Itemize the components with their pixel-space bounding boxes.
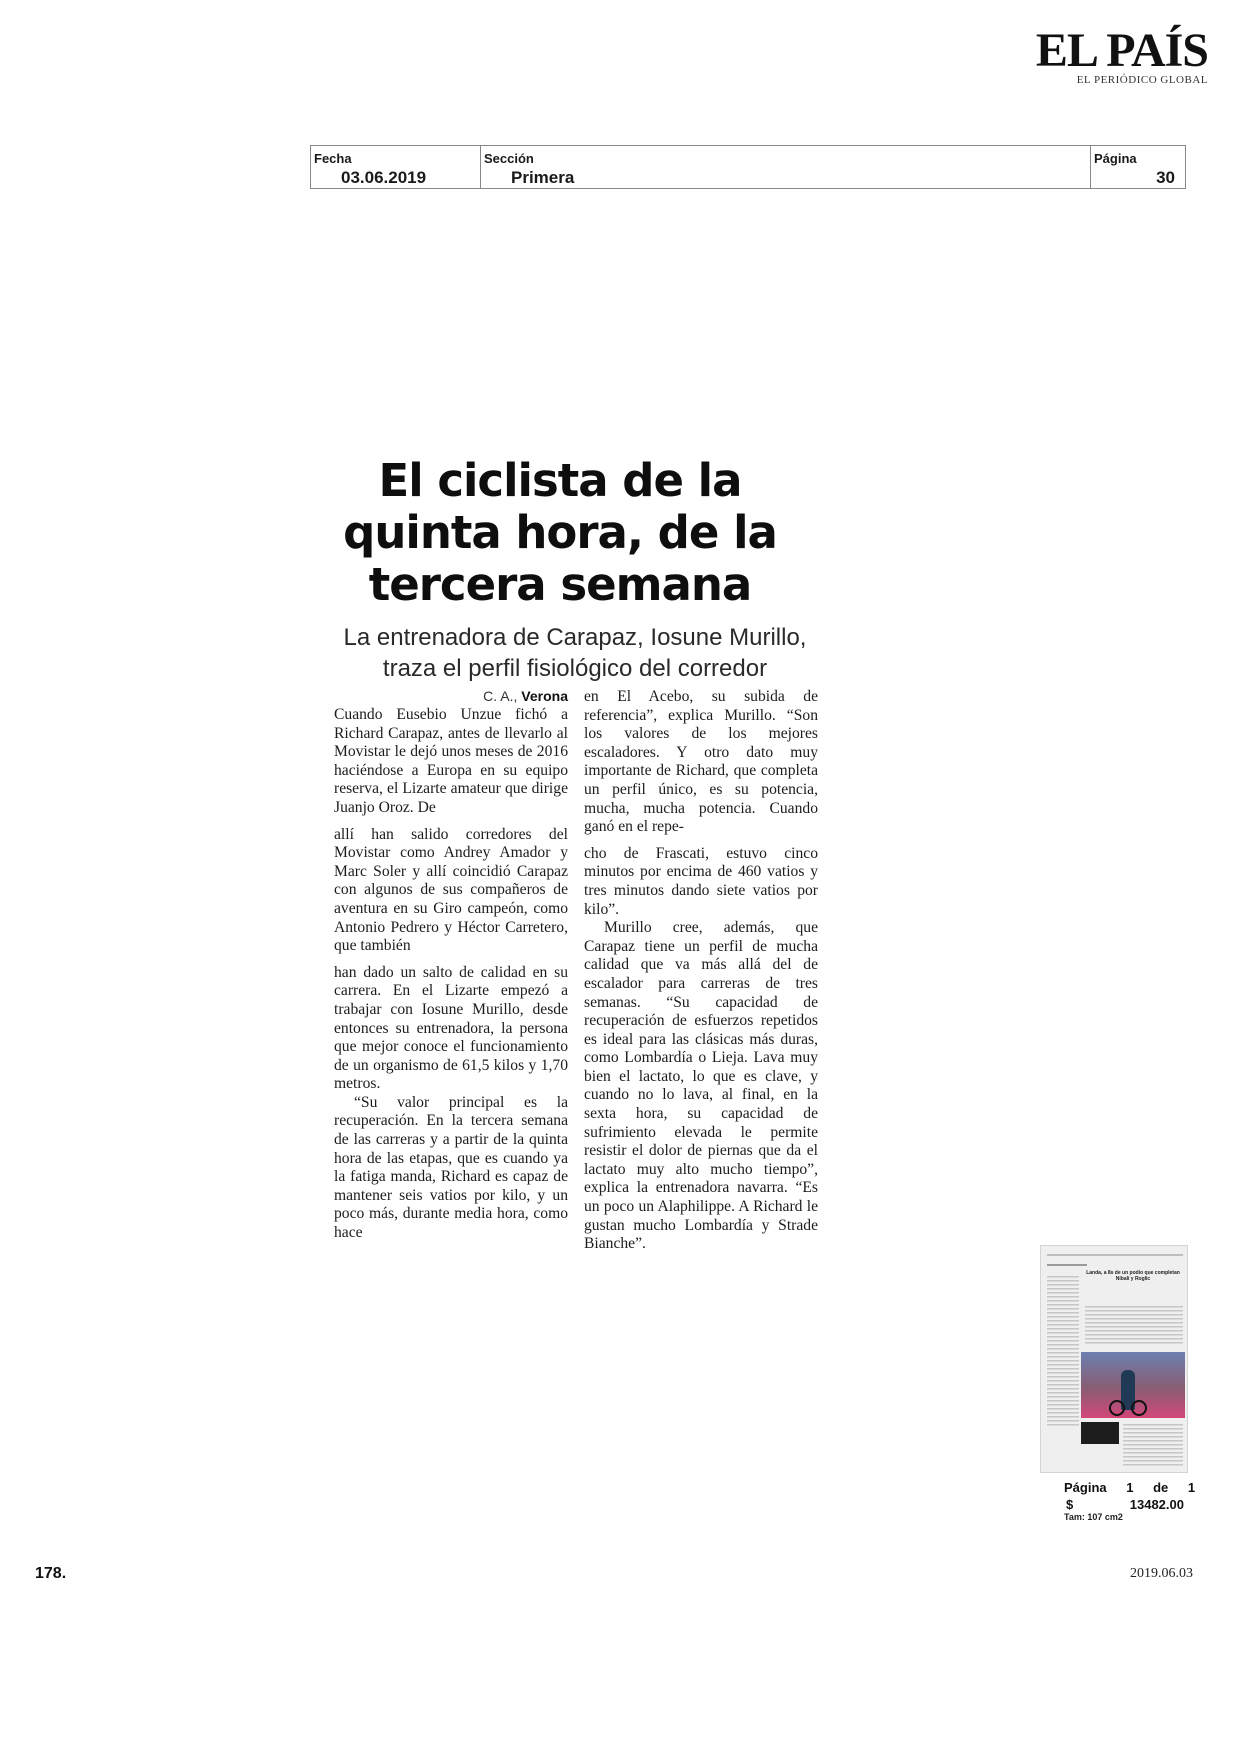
- clipping-size: Tam: 107 cm2: [1064, 1512, 1123, 1522]
- section-label: Sección: [484, 151, 534, 166]
- thumbnail-headline-box: [1081, 1422, 1119, 1444]
- masthead: [1020, 26, 1208, 86]
- paragraph: allí han salido corredores del Movistar como Andrey Amador y Marc Soler y allí coincidió Carapaz con algunos de sus compañeros de aventura en su Giro campeón, como Antonio Pedrero y Héctor Carretero, que también: [334, 825, 568, 955]
- thumbnail-rule: [1047, 1254, 1183, 1256]
- thumbnail-text-block: [1085, 1306, 1183, 1346]
- paragraph: cho de Frascati, estuvo cinco minutos por encima de 460 vatios y tres minutos dando siete vatios por kilo”.: [584, 844, 818, 918]
- thumbnail-text-block: [1047, 1276, 1079, 1426]
- paragraph: “Su valor principal es la recuperación. En la tercera semana de las carreras y a partir de la quinta hora de las etapas, que es cuando ya la fatiga manda, Richard es capaz de mantener seis vatios por kilo, y un poco más, durante media hora, como hace: [334, 1093, 568, 1242]
- paragraph: en El Acebo, su subida de referencia”, explica Murillo. “Son los valores de los mejores escaladores. Y otro dato muy importante de Richard, que completa un perfil único, es su potencia, mucha, mucha potencia. Cuando ganó en el repe-: [584, 688, 818, 836]
- date-value: 03.06.2019: [341, 168, 427, 187]
- thumbnail-photo: [1081, 1352, 1185, 1418]
- page-value: 30: [1156, 168, 1175, 187]
- clipping-info-bar: [310, 145, 1186, 189]
- article-subhead: La entrenadora de Carapaz, Iosune Murillo, traza el perfil fisiológico del corredor: [343, 624, 807, 682]
- byline-author: C. A.,: [483, 688, 518, 704]
- thumbnail-rule: [1047, 1264, 1087, 1266]
- section-value: Primera: [511, 168, 575, 187]
- section-cell: [481, 146, 1091, 188]
- newspaper-logo: EL PAÍS: [1035, 24, 1208, 77]
- article-column-1: [334, 706, 568, 1243]
- article-column-2: [584, 688, 818, 1254]
- paragraph: Murillo cree, además, que Carapaz tiene un perfil de mucha calidad que va más allá del de escalador para carreras de tres semanas. “Su capacidad de recuperación de esfuerzos repetidos es ideal para las clásicas más duras, como Lombardía o Lieja. Lava muy bien el lactato, lo que es clave, y cuando no lo lava, al final, en la sexta hora, su capacidad de sufrimiento elevada le permite resistir el dolor de piernas que da el lactato muy alto mucho tiempo”, explica la entrenadora navarra. “Es un poco un Alaphilippe. A Richard le gustan mucho Lombardía y Strade Bianche”.: [584, 919, 818, 1253]
- date-cell: [311, 146, 481, 188]
- footer-page-number: 178.: [35, 1565, 67, 1582]
- pagination-total: 1: [1187, 1480, 1196, 1495]
- page-thumbnail: [1040, 1245, 1188, 1473]
- paragraph: han dado un salto de calidad en su carrera. En el Lizarte empezó a trabajar con Iosune Murillo, desde entonces su entrenadora, la persona que mejor conoce el funcionamiento de un organismo de 61,5 kilos y 1,70 metros.: [334, 963, 568, 1093]
- footer-date: 2019.06.03: [1130, 1566, 1193, 1581]
- pagination: [1064, 1480, 1211, 1495]
- page-label: Página: [1094, 151, 1137, 166]
- pagination-current: 1: [1126, 1480, 1134, 1495]
- article-headline: El ciclista de la quinta hora, de la tercera semana: [343, 454, 777, 611]
- pagination-label: Página: [1064, 1480, 1107, 1495]
- wheel-shape: [1109, 1400, 1125, 1416]
- date-label: Fecha: [314, 151, 352, 166]
- wheel-shape: [1131, 1400, 1147, 1416]
- pagination-of: de: [1153, 1480, 1169, 1495]
- price-amount: 13482.00: [1129, 1497, 1184, 1512]
- paragraph: Cuando Eusebio Unzue fichó a Richard Carapaz, antes de llevarlo al Movistar le dejó unos meses de 2016 haciéndose a Europa en su equipo reserva, el Lizarte amateur que dirige Juanjo Oroz. De: [334, 706, 568, 816]
- page-cell: [1091, 146, 1185, 188]
- thumbnail-headline: Landa, a 8s de un podio que completan Nibali y Roglic: [1086, 1270, 1180, 1282]
- thumbnail-text-block: [1123, 1424, 1183, 1468]
- newspaper-tagline: EL PERIÓDICO GLOBAL: [1076, 74, 1208, 86]
- byline-place: Verona: [521, 688, 568, 704]
- price-currency: $: [1066, 1497, 1074, 1512]
- article-byline: [335, 688, 568, 704]
